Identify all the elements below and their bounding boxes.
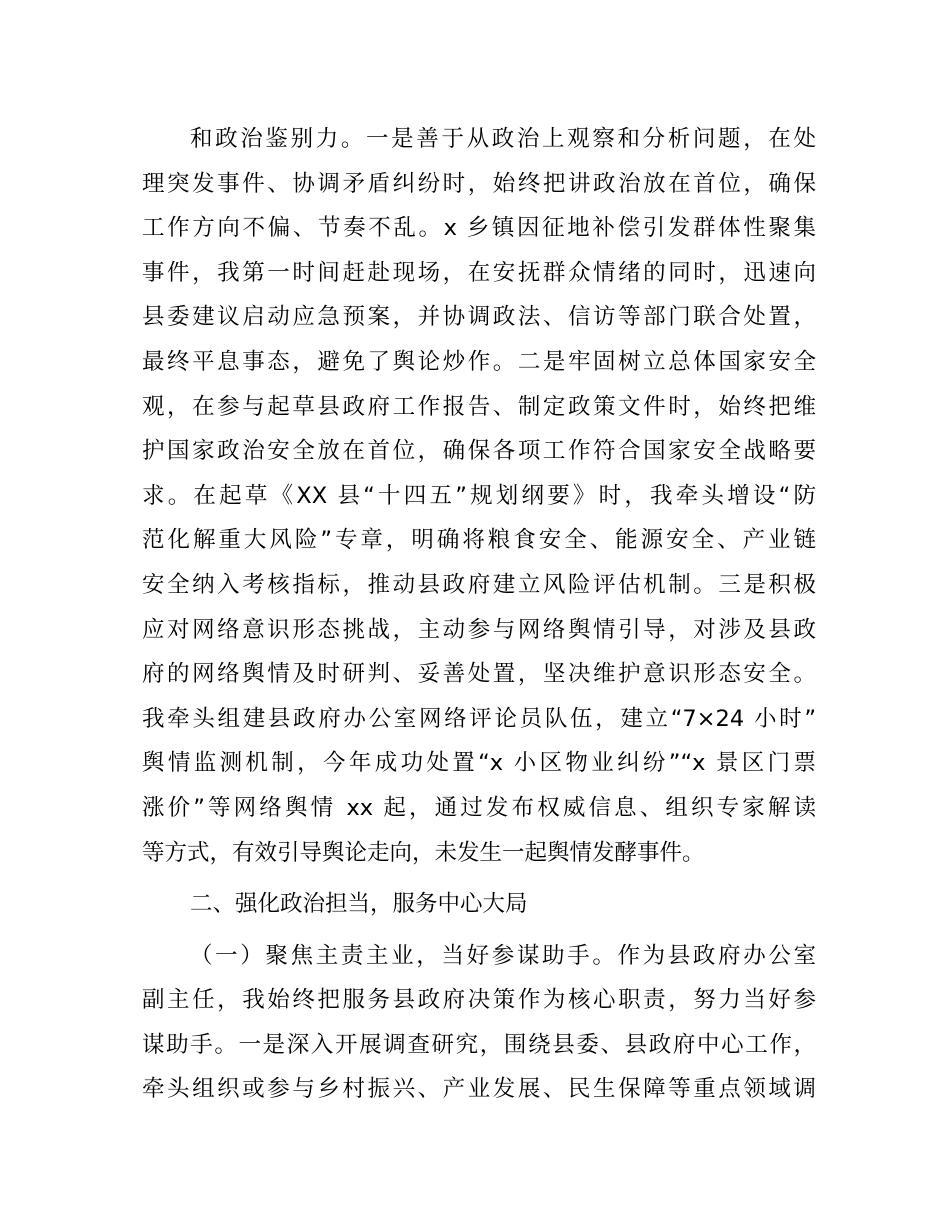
- paragraph-line: 理突发事件、协调矛盾纠纷时，始终把讲政治放在首位，确保: [142, 170, 816, 197]
- paragraph-line: 牵头组织或参与乡村振兴、产业发展、民生保障等重点领域调: [142, 1076, 816, 1103]
- paragraph-line: 等方式，有效引导舆论走向，未发生一起舆情发酵事件。: [142, 839, 705, 866]
- paragraph-line: 范化解重大风险”专章，明确将粮食安全、能源安全、产业链: [142, 527, 816, 554]
- paragraph-line: 副主任，我始终把服务县政府决策作为核心职责，努力当好参: [142, 987, 816, 1014]
- paragraph-line: 涨价”等网络舆情 xx 起，通过发布权威信息、组织专家解读: [142, 794, 816, 821]
- paragraph-line: 县委建议启动应急预案，并协调政法、信访等部门联合处置，: [142, 304, 816, 331]
- paragraph-line: 我牵头组建县政府办公室网络评论员队伍，建立“7×24 小时”: [142, 705, 816, 732]
- paragraph-line: 府的网络舆情及时研判、妥善处置，坚决维护意识形态安全。: [142, 661, 816, 688]
- paragraph-line: 最终平息事态，避免了舆论炒作。二是牢固树立总体国家安全: [142, 348, 816, 375]
- paragraph-line: 应对网络意识形态挑战，主动参与网络舆情引导，对涉及县政: [142, 616, 816, 643]
- paragraph-line: （一）聚焦主责主业，当好参谋助手。作为县政府办公室: [190, 942, 816, 969]
- paragraph-line: 安全纳入考核指标，推动县政府建立风险评估机制。三是积极: [142, 571, 816, 598]
- paragraph-line: 谋助手。一是深入开展调查研究，围绕县委、县政府中心工作，: [142, 1031, 816, 1058]
- section-heading-text: 二、强化政治担当，服务中心大局: [190, 891, 528, 918]
- document-body: [142, 117, 816, 1112]
- paragraph-line: 和政治鉴别力。一是善于从政治上观察和分析问题，在处: [190, 126, 816, 152]
- paragraph-line: 工作方向不偏、节奏不乱。x 乡镇因征地补偿引发群体性聚集: [142, 215, 816, 242]
- paragraph-main-duties: [142, 934, 816, 1112]
- paragraph-line: 观，在参与起草县政府工作报告、制定政策文件时，始终把维: [142, 393, 816, 420]
- paragraph-line: 事件，我第一时间赶赴现场，在安抚群众情绪的同时，迅速向: [142, 259, 816, 286]
- paragraph-political-discernment: [142, 117, 816, 875]
- paragraph-line: 舆情监测机制，今年成功处置“x 小区物业纠纷”“x 景区门票: [142, 750, 816, 777]
- paragraph-line: 求。在起草《XX 县“十四五”规划纲要》时，我牵头增设“防: [142, 482, 816, 509]
- section-heading: [142, 882, 816, 927]
- paragraph-line: 护国家政治安全放在首位，确保各项工作符合国家安全战略要: [142, 438, 816, 465]
